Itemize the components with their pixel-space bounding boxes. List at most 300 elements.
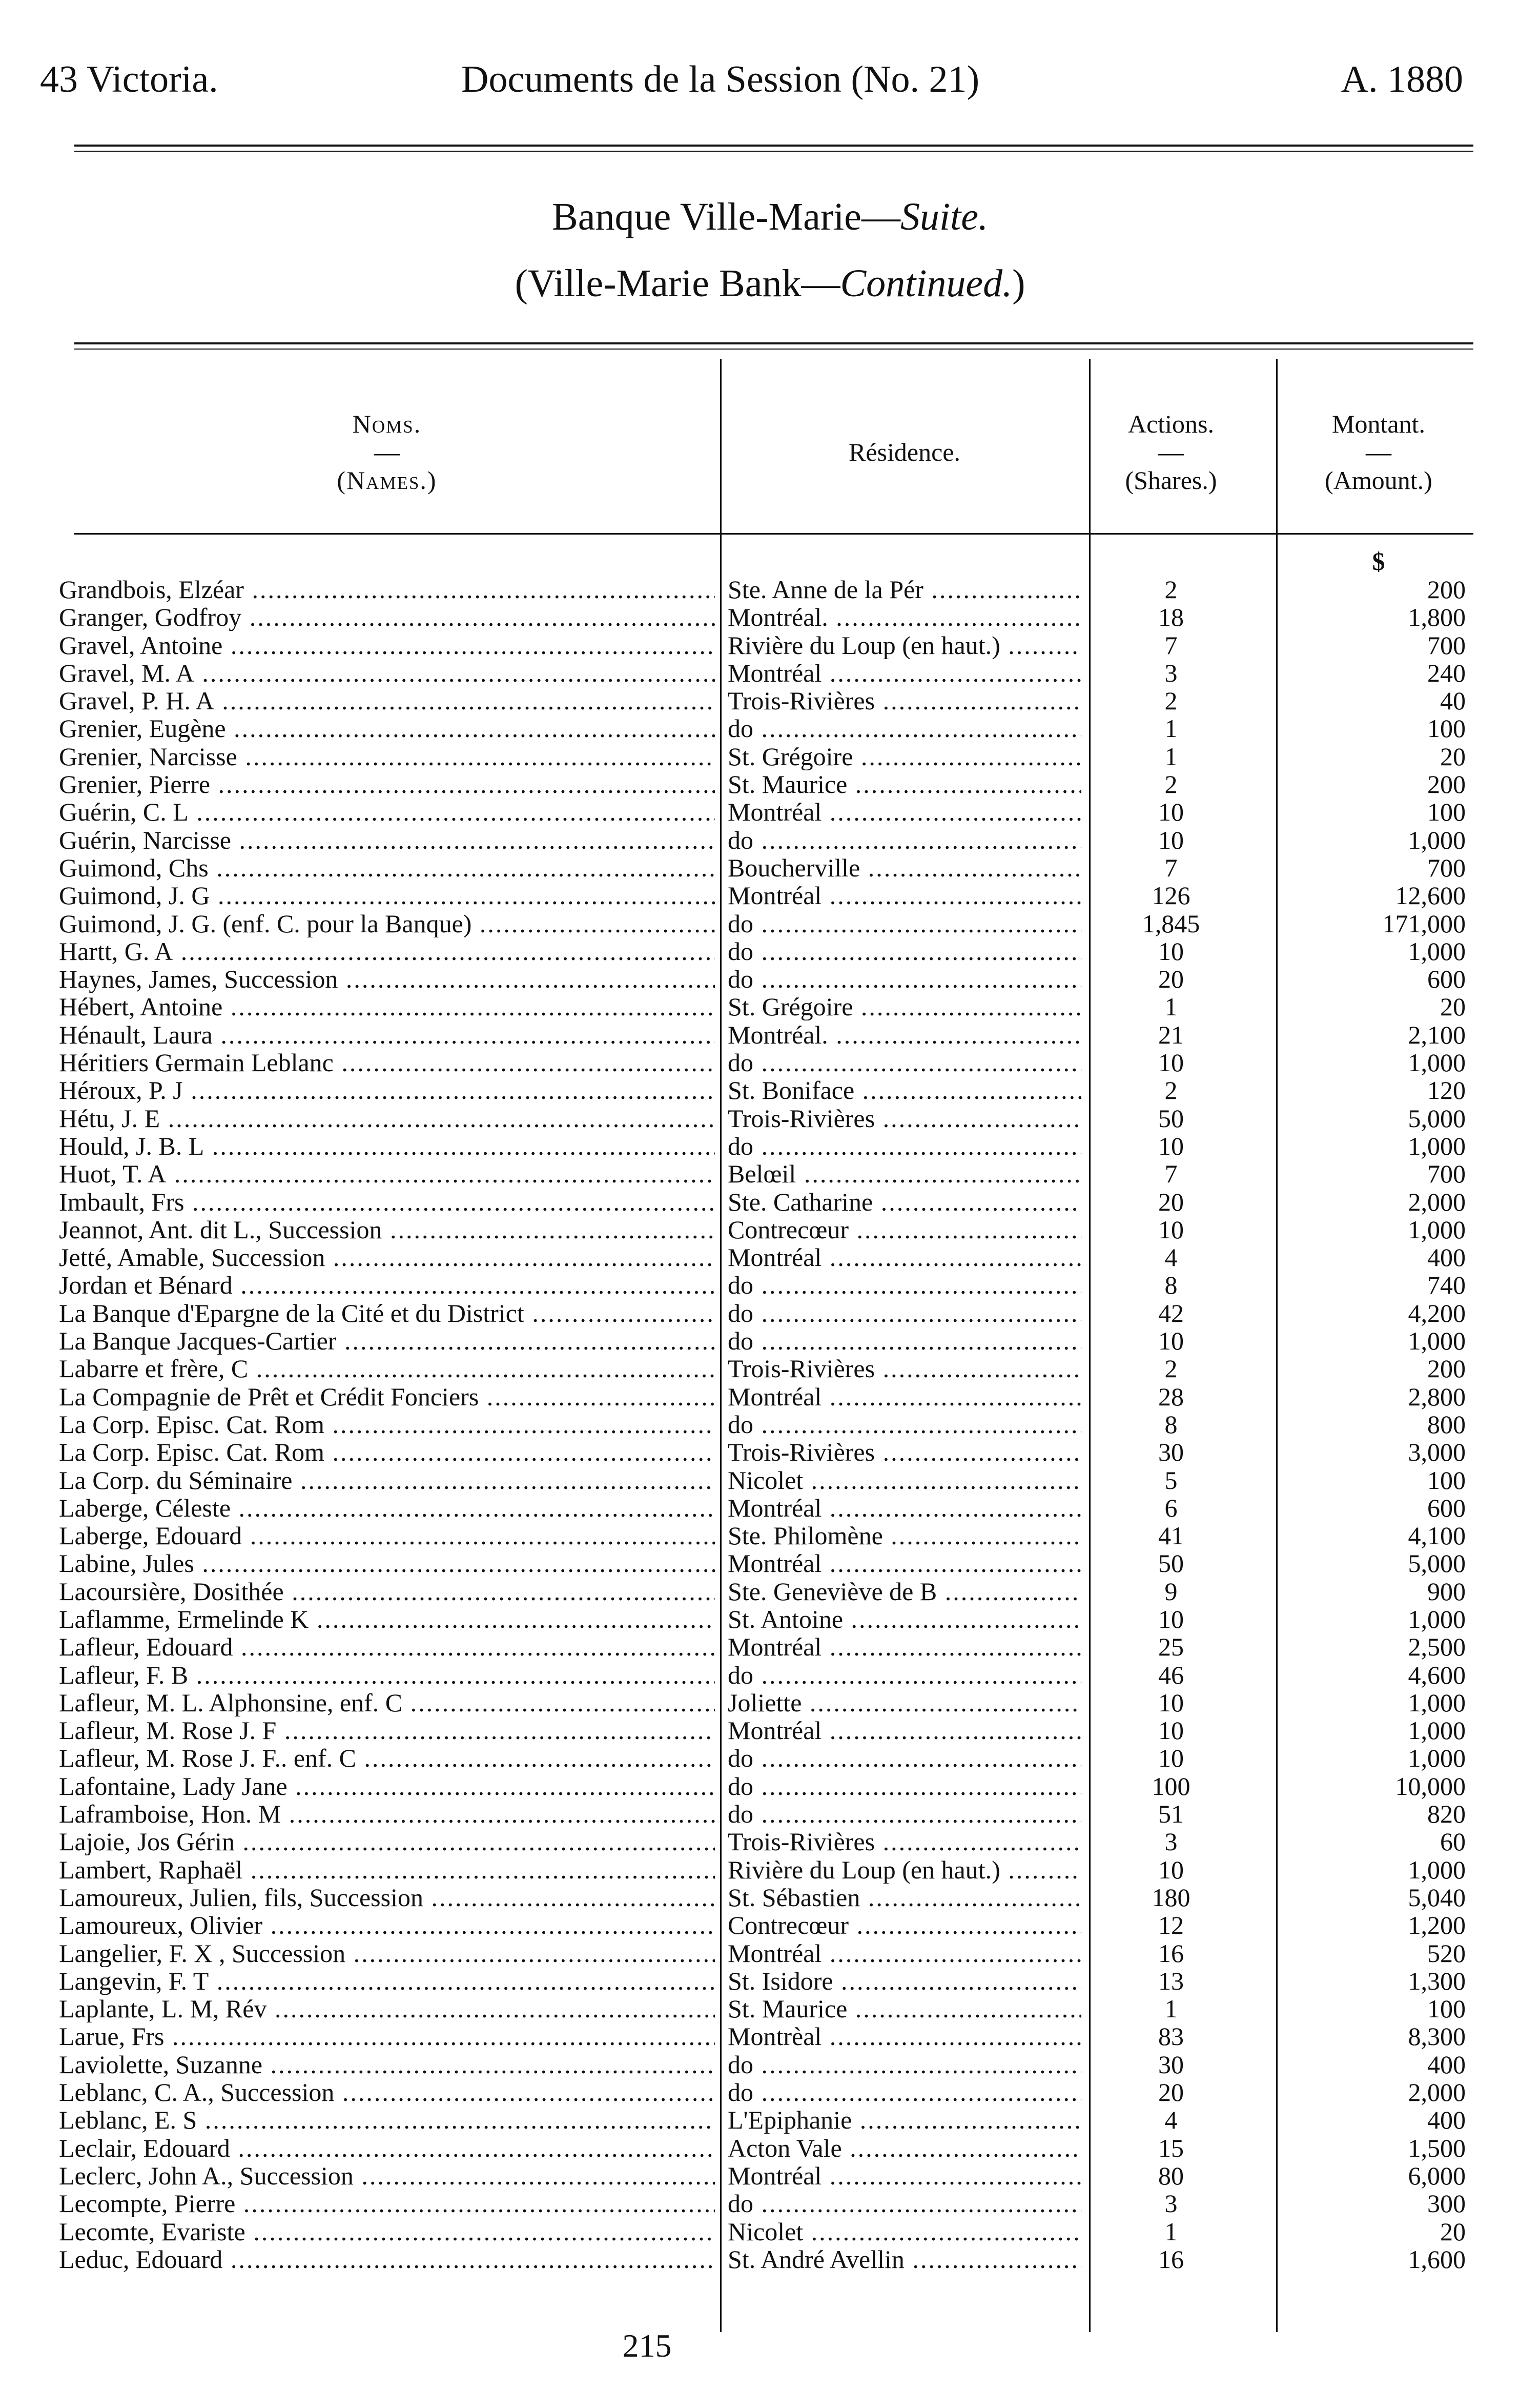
- residence: do .....: [728, 2051, 1081, 2078]
- amount: 1,000: [1408, 1744, 1466, 1773]
- amount: 12,600: [1395, 881, 1466, 910]
- shares-count: 8: [1164, 1409, 1178, 1439]
- table-row: [0, 1383, 1540, 1410]
- shares-count: 12: [1158, 1911, 1184, 1940]
- shares-count: 180: [1152, 1883, 1190, 1912]
- amount: 4,200: [1408, 1298, 1466, 1327]
- shares-count: 51: [1158, 1800, 1184, 1829]
- residence: Rivière du Loup (en haut.) .....: [728, 1856, 1081, 1884]
- residence: Trois-Rivières .....: [728, 1828, 1081, 1855]
- table-row: [0, 1828, 1540, 1855]
- residence: Montréal .....: [728, 659, 1081, 687]
- amount: 600: [1427, 1493, 1466, 1522]
- amount: 100: [1427, 1465, 1466, 1495]
- residence: Montréal .....: [728, 1383, 1081, 1410]
- amount: 200: [1427, 575, 1466, 604]
- table-row: [0, 854, 1540, 882]
- shares-count: 10: [1158, 1215, 1184, 1244]
- shares-count: 100: [1152, 1771, 1190, 1801]
- table-row: [0, 1633, 1540, 1661]
- shareholder-name: Grandbois, Elzéar .....: [59, 576, 715, 603]
- shares-count: 41: [1158, 1521, 1184, 1550]
- amount: 400: [1427, 1243, 1466, 1272]
- shares-count: 2: [1164, 575, 1178, 604]
- shareholder-name: Grenier, Narcisse .....: [59, 743, 715, 770]
- shareholder-name: La Corp. du Séminaire .....: [59, 1466, 715, 1494]
- amount: 2,500: [1408, 1632, 1466, 1662]
- table-row: [0, 2106, 1540, 2134]
- amount: 1,000: [1408, 1131, 1466, 1160]
- shareholder-name: La Corp. Episc. Cat. Rom .....: [59, 1410, 715, 1438]
- shareholder-name: Lafleur, Edouard .....: [59, 1633, 715, 1661]
- amount: 20: [1440, 992, 1466, 1021]
- shareholder-name: Laberge, Céleste .....: [59, 1494, 715, 1522]
- shareholder-name: Lafleur, M. Rose J. F .....: [59, 1716, 715, 1744]
- residence: do .....: [728, 1327, 1081, 1355]
- shares-count: 30: [1158, 1438, 1184, 1467]
- residence: St. Grégoire .....: [728, 743, 1081, 770]
- amount: 400: [1427, 2050, 1466, 2079]
- shareholder-name: Hénault, Laura .....: [59, 1021, 715, 1049]
- shares-count: 30: [1158, 2050, 1184, 2079]
- shareholder-name: Hébert, Antoine .....: [59, 993, 715, 1020]
- shareholder-name: Granger, Godfroy .....: [59, 603, 715, 631]
- amount: 1,800: [1408, 603, 1466, 632]
- residence: St. Maurice .....: [728, 770, 1081, 798]
- shareholder-name: Gravel, Antoine .....: [59, 631, 715, 659]
- shares-count: 10: [1158, 1604, 1184, 1633]
- shareholder-table: [0, 576, 1540, 2273]
- residence: do .....: [728, 2190, 1081, 2217]
- shareholder-name: Guérin, Narcisse .....: [59, 826, 715, 854]
- table-row: [0, 743, 1540, 770]
- shareholder-name: Lamoureux, Julien, fils, Succession .....: [59, 1884, 715, 1911]
- residence: Montréal .....: [728, 1494, 1081, 1522]
- residence: Montréal .....: [728, 1243, 1081, 1271]
- amount: 740: [1427, 1271, 1466, 1300]
- shareholder-name: Lafleur, M. Rose J. F.. enf. C .....: [59, 1744, 715, 1772]
- shares-count: 21: [1158, 1020, 1184, 1049]
- table-row: [0, 1939, 1540, 1967]
- table-row: [0, 2078, 1540, 2106]
- amount: 4,600: [1408, 1660, 1466, 1689]
- amount: 5,000: [1408, 1549, 1466, 1578]
- amount: 700: [1427, 1159, 1466, 1189]
- shares-count: 2: [1164, 686, 1178, 715]
- table-row: [0, 1105, 1540, 1132]
- amount: 60: [1440, 1827, 1466, 1856]
- residence: Contrecœur .....: [728, 1216, 1081, 1243]
- amount: 20: [1440, 2217, 1466, 2246]
- shareholder-name: Gravel, P. H. A .....: [59, 687, 715, 714]
- residence: Trois-Rivières .....: [728, 1438, 1081, 1466]
- shares-count: 50: [1158, 1549, 1184, 1578]
- shareholder-name: Hétu, J. E .....: [59, 1105, 715, 1132]
- shares-count: 20: [1158, 1187, 1184, 1216]
- shares-count: 10: [1158, 936, 1184, 966]
- table-row: [0, 1549, 1540, 1577]
- shares-count: 5: [1164, 1465, 1178, 1495]
- shares-count: 15: [1158, 2133, 1184, 2162]
- amount: 100: [1427, 714, 1466, 743]
- table-row: [0, 659, 1540, 687]
- table-row: [0, 1410, 1540, 1438]
- header-series-title: Documents de la Session (No. 21): [461, 58, 980, 100]
- shareholder-name: La Compagnie de Prêt et Crédit Fonciers .....: [59, 1383, 715, 1410]
- amount: 1,000: [1408, 1688, 1466, 1717]
- table-row: [0, 1271, 1540, 1299]
- shareholder-name: Hould, J. B. L .....: [59, 1132, 715, 1160]
- amount: 520: [1427, 1938, 1466, 1968]
- table-row: [0, 2022, 1540, 2050]
- amount: 20: [1440, 742, 1466, 771]
- amount: 2,000: [1408, 2078, 1466, 2107]
- shareholder-name: Guérin, C. L .....: [59, 798, 715, 826]
- shareholder-name: Laberge, Edouard .....: [59, 1522, 715, 1549]
- shareholder-name: Lecomte, Evariste .....: [59, 2218, 715, 2245]
- table-row: [0, 1132, 1540, 1160]
- table-row: [0, 2190, 1540, 2217]
- amount: 5,000: [1408, 1103, 1466, 1133]
- table-row: [0, 1188, 1540, 1216]
- shareholder-name: La Banque Jacques-Cartier .....: [59, 1327, 715, 1355]
- shares-count: 10: [1158, 1855, 1184, 1884]
- amount: 5,040: [1408, 1883, 1466, 1912]
- table-row: [0, 1967, 1540, 1995]
- residence: do .....: [728, 965, 1081, 993]
- shares-count: 10: [1158, 1048, 1184, 1077]
- shareholder-name: Leduc, Edouard .....: [59, 2245, 715, 2273]
- residence: do .....: [728, 1410, 1081, 1438]
- amount: 100: [1427, 798, 1466, 827]
- amount: 2,800: [1408, 1382, 1466, 1411]
- residence: Montréal .....: [728, 1549, 1081, 1577]
- residence: Montréal .....: [728, 1633, 1081, 1661]
- column-header-amount: Montant. — (Amount.): [1325, 410, 1432, 495]
- shares-count: 7: [1164, 630, 1178, 660]
- shareholder-name: Guimond, J. G .....: [59, 882, 715, 909]
- residence: do .....: [728, 1744, 1081, 1772]
- table-row: [0, 1884, 1540, 1911]
- shares-count: 20: [1158, 2078, 1184, 2107]
- residence: St. Boniface .....: [728, 1076, 1081, 1104]
- amount: 8,300: [1408, 2022, 1466, 2051]
- residence: Nicolet .....: [728, 1466, 1081, 1494]
- shares-count: 25: [1158, 1632, 1184, 1662]
- residence: Ste. Catharine .....: [728, 1188, 1081, 1216]
- shares-count: 10: [1158, 1744, 1184, 1773]
- shares-count: 4: [1164, 1243, 1178, 1272]
- page-number: 215: [622, 2327, 672, 2364]
- shares-count: 7: [1164, 853, 1178, 882]
- residence: St. Grégoire .....: [728, 993, 1081, 1020]
- column-header-residence: Résidence.: [849, 438, 960, 466]
- residence: Contrecœur .....: [728, 1911, 1081, 1939]
- shares-count: 1: [1164, 992, 1178, 1021]
- table-row: [0, 1327, 1540, 1355]
- residence: Montréal .....: [728, 1716, 1081, 1744]
- shares-count: 2: [1164, 1354, 1178, 1383]
- header-rule-top: [74, 145, 1473, 147]
- table-row: [0, 910, 1540, 937]
- amount: 1,000: [1408, 1215, 1466, 1244]
- shares-count: 9: [1164, 1577, 1178, 1606]
- residence: do .....: [728, 1800, 1081, 1828]
- shares-count: 3: [1164, 658, 1178, 687]
- amount: 300: [1427, 2189, 1466, 2218]
- amount: 1,500: [1408, 2133, 1466, 2162]
- shares-count: 18: [1158, 603, 1184, 632]
- shareholder-name: Guimond, J. G. (enf. C. pour la Banque) .....: [59, 910, 715, 937]
- table-row: [0, 603, 1540, 631]
- residence: Acton Vale .....: [728, 2134, 1081, 2162]
- table-row: [0, 2051, 1540, 2078]
- shares-count: 10: [1158, 825, 1184, 854]
- residence: do .....: [728, 910, 1081, 937]
- table-row: [0, 770, 1540, 798]
- table-row: [0, 687, 1540, 714]
- table-row: [0, 1744, 1540, 1772]
- residence: do .....: [728, 937, 1081, 965]
- residence: Boucherville .....: [728, 854, 1081, 882]
- residence: do .....: [728, 1772, 1081, 1800]
- table-row: [0, 631, 1540, 659]
- column-header-shares: Actions. — (Shares.): [1125, 410, 1217, 495]
- table-row: [0, 826, 1540, 854]
- shareholder-name: Lecompte, Pierre .....: [59, 2190, 715, 2217]
- shares-count: 1: [1164, 714, 1178, 743]
- residence: do .....: [728, 2078, 1081, 2106]
- residence: Rivière du Loup (en haut.) .....: [728, 631, 1081, 659]
- shareholder-name: Laplante, L. M, Rév .....: [59, 1995, 715, 2022]
- table-row: [0, 2245, 1540, 2273]
- residence: Ste. Philomène .....: [728, 1522, 1081, 1549]
- residence: Montréal .....: [728, 1939, 1081, 1967]
- residence: Trois-Rivières .....: [728, 687, 1081, 714]
- residence: do .....: [728, 1299, 1081, 1327]
- residence: do .....: [728, 1049, 1081, 1076]
- shares-count: 10: [1158, 1326, 1184, 1356]
- residence: do .....: [728, 1661, 1081, 1689]
- shareholder-name: Héroux, P. J .....: [59, 1076, 715, 1104]
- amount: 700: [1427, 630, 1466, 660]
- amount: 1,600: [1408, 2244, 1466, 2274]
- shares-count: 3: [1164, 2189, 1178, 2218]
- shares-count: 28: [1158, 1382, 1184, 1411]
- residence: Joliette .....: [728, 1689, 1081, 1716]
- table-row: [0, 1995, 1540, 2022]
- shareholder-name: Leblanc, C. A., Succession .....: [59, 2078, 715, 2106]
- shares-count: 10: [1158, 1716, 1184, 1745]
- shareholder-name: Gravel, M. A .....: [59, 659, 715, 687]
- shares-count: 7: [1164, 1159, 1178, 1189]
- shareholder-name: Imbault, Frs .....: [59, 1188, 715, 1216]
- column-header-names: Noms. — (Names.): [337, 410, 437, 495]
- shares-count: 6: [1164, 1493, 1178, 1522]
- table-row: [0, 1800, 1540, 1828]
- table-row: [0, 1522, 1540, 1549]
- shares-count: 2: [1164, 1076, 1178, 1105]
- table-row: [0, 1160, 1540, 1188]
- shares-count: 80: [1158, 2161, 1184, 2190]
- title-rule-bottom: [74, 349, 1473, 350]
- shares-count: 1: [1164, 1994, 1178, 2023]
- shares-count: 10: [1158, 798, 1184, 827]
- shareholder-name: Huot, T. A .....: [59, 1160, 715, 1188]
- shares-count: 20: [1158, 965, 1184, 994]
- table-row: [0, 1661, 1540, 1689]
- header-year: A. 1880: [1341, 58, 1463, 100]
- amount: 40: [1440, 686, 1466, 715]
- amount: 1,000: [1408, 1855, 1466, 1884]
- shareholder-name: Jeannot, Ant. dit L., Succession .....: [59, 1216, 715, 1243]
- table-row: [0, 1689, 1540, 1716]
- amount: 1,300: [1408, 1966, 1466, 1995]
- shareholder-name: La Corp. Episc. Cat. Rom .....: [59, 1438, 715, 1466]
- table-row: [0, 1578, 1540, 1605]
- amount: 200: [1427, 770, 1466, 799]
- shareholder-name: Labarre et frère, C .....: [59, 1355, 715, 1382]
- table-row: [0, 1243, 1540, 1271]
- table-row: [0, 993, 1540, 1020]
- shareholder-name: Lafontaine, Lady Jane .....: [59, 1772, 715, 1800]
- amount: 2,100: [1408, 1020, 1466, 1049]
- shareholder-name: Langelier, F. X , Succession .....: [59, 1939, 715, 1967]
- table-row: [0, 882, 1540, 909]
- shares-count: 126: [1152, 881, 1190, 910]
- amount: 200: [1427, 1354, 1466, 1383]
- residence: Ste. Anne de la Pér .....: [728, 576, 1081, 603]
- shareholder-name: Lafleur, F. B .....: [59, 1661, 715, 1689]
- shareholder-name: Labine, Jules .....: [59, 1549, 715, 1577]
- shareholder-name: Lambert, Raphaël .....: [59, 1856, 715, 1884]
- shareholder-name: Langevin, F. T .....: [59, 1967, 715, 1995]
- amount: 1,000: [1408, 1604, 1466, 1633]
- table-row: [0, 1216, 1540, 1243]
- shareholder-name: Grenier, Pierre .....: [59, 770, 715, 798]
- shareholder-name: Larue, Frs .....: [59, 2022, 715, 2050]
- shareholder-name: Lajoie, Jos Gérin .....: [59, 1828, 715, 1855]
- table-row: [0, 1438, 1540, 1466]
- residence: do .....: [728, 714, 1081, 742]
- shares-count: 10: [1158, 1688, 1184, 1717]
- amount: 171,000: [1382, 909, 1466, 938]
- table-row: [0, 714, 1540, 742]
- table-row: [0, 1605, 1540, 1633]
- residence: Montréal .....: [728, 798, 1081, 826]
- residence: St. Antoine .....: [728, 1605, 1081, 1633]
- table-row: [0, 1911, 1540, 1939]
- shareholder-name: Jetté, Amable, Succession .....: [59, 1243, 715, 1271]
- residence: St. Sébastien .....: [728, 1884, 1081, 1911]
- shareholder-name: Hartt, G. A .....: [59, 937, 715, 965]
- table-title-fr: Banque Ville-Marie—Suite.: [552, 195, 988, 238]
- table-row: [0, 1466, 1540, 1494]
- shares-count: 1,845: [1142, 909, 1200, 938]
- table-row: [0, 1716, 1540, 1744]
- amount: 1,000: [1408, 1326, 1466, 1356]
- amount: 600: [1427, 965, 1466, 994]
- table-row: [0, 1299, 1540, 1327]
- table-row: [0, 1355, 1540, 1382]
- amount: 4,100: [1408, 1521, 1466, 1550]
- shareholder-name: Leclair, Edouard .....: [59, 2134, 715, 2162]
- amount: 1,000: [1408, 1048, 1466, 1077]
- residence: Ste. Geneviève de B .....: [728, 1578, 1081, 1605]
- residence: Montréal .....: [728, 2162, 1081, 2190]
- shareholder-name: Jordan et Bénard .....: [59, 1271, 715, 1299]
- amount: 700: [1427, 853, 1466, 882]
- shareholder-name: Guimond, Chs .....: [59, 854, 715, 882]
- table-row: [0, 1772, 1540, 1800]
- table-row: [0, 1021, 1540, 1049]
- shareholder-name: Lacoursière, Dosithée .....: [59, 1578, 715, 1605]
- amount: 10,000: [1395, 1771, 1466, 1801]
- title-rule-top: [74, 342, 1473, 344]
- amount: 120: [1427, 1076, 1466, 1105]
- amount: 900: [1427, 1577, 1466, 1606]
- amount: 800: [1427, 1409, 1466, 1439]
- shares-count: 10: [1158, 1131, 1184, 1160]
- table-row: [0, 798, 1540, 826]
- table-row: [0, 1856, 1540, 1884]
- shares-count: 1: [1164, 742, 1178, 771]
- amount: 1,000: [1408, 936, 1466, 966]
- table-row: [0, 1076, 1540, 1104]
- amount: 100: [1427, 1994, 1466, 2023]
- table-row: [0, 937, 1540, 965]
- amount: 820: [1427, 1800, 1466, 1829]
- shares-count: 83: [1158, 2022, 1184, 2051]
- residence: do .....: [728, 1271, 1081, 1299]
- shares-count: 3: [1164, 1827, 1178, 1856]
- table-title-en: (Ville-Marie Bank—Continued.): [515, 262, 1025, 305]
- residence: Trois-Rivières .....: [728, 1355, 1081, 1382]
- shareholder-name: Lamoureux, Olivier .....: [59, 1911, 715, 1939]
- shareholder-name: Laframboise, Hon. M .....: [59, 1800, 715, 1828]
- shareholder-name: Laflamme, Ermelinde K .....: [59, 1605, 715, 1633]
- shares-count: 16: [1158, 1938, 1184, 1968]
- residence: Trois-Rivières .....: [728, 1105, 1081, 1132]
- amount: 400: [1427, 2105, 1466, 2135]
- residence: Montréal. .....: [728, 1021, 1081, 1049]
- table-row: [0, 2162, 1540, 2190]
- table-row: [0, 1494, 1540, 1522]
- shareholder-name: Leblanc, E. S .....: [59, 2106, 715, 2134]
- residence: do .....: [728, 826, 1081, 854]
- residence: Nicolet .....: [728, 2218, 1081, 2245]
- residence: Montréal. .....: [728, 603, 1081, 631]
- residence: L'Epiphanie .....: [728, 2106, 1081, 2134]
- amount: 6,000: [1408, 2161, 1466, 2190]
- amount: 1,200: [1408, 1911, 1466, 1940]
- shares-count: 50: [1158, 1103, 1184, 1133]
- shares-count: 2: [1164, 770, 1178, 799]
- amount: 1,000: [1408, 825, 1466, 854]
- amount: 1,000: [1408, 1716, 1466, 1745]
- shares-count: 46: [1158, 1660, 1184, 1689]
- residence: Montrèal .....: [728, 2022, 1081, 2050]
- shares-count: 4: [1164, 2105, 1178, 2135]
- residence: St. Maurice .....: [728, 1995, 1081, 2022]
- amount: 2,000: [1408, 1187, 1466, 1216]
- residence: do .....: [728, 1132, 1081, 1160]
- table-row: [0, 2134, 1540, 2162]
- amount: 240: [1427, 658, 1466, 687]
- shares-count: 42: [1158, 1298, 1184, 1327]
- shareholder-name: Leclerc, John A., Succession .....: [59, 2162, 715, 2190]
- shares-count: 1: [1164, 2217, 1178, 2246]
